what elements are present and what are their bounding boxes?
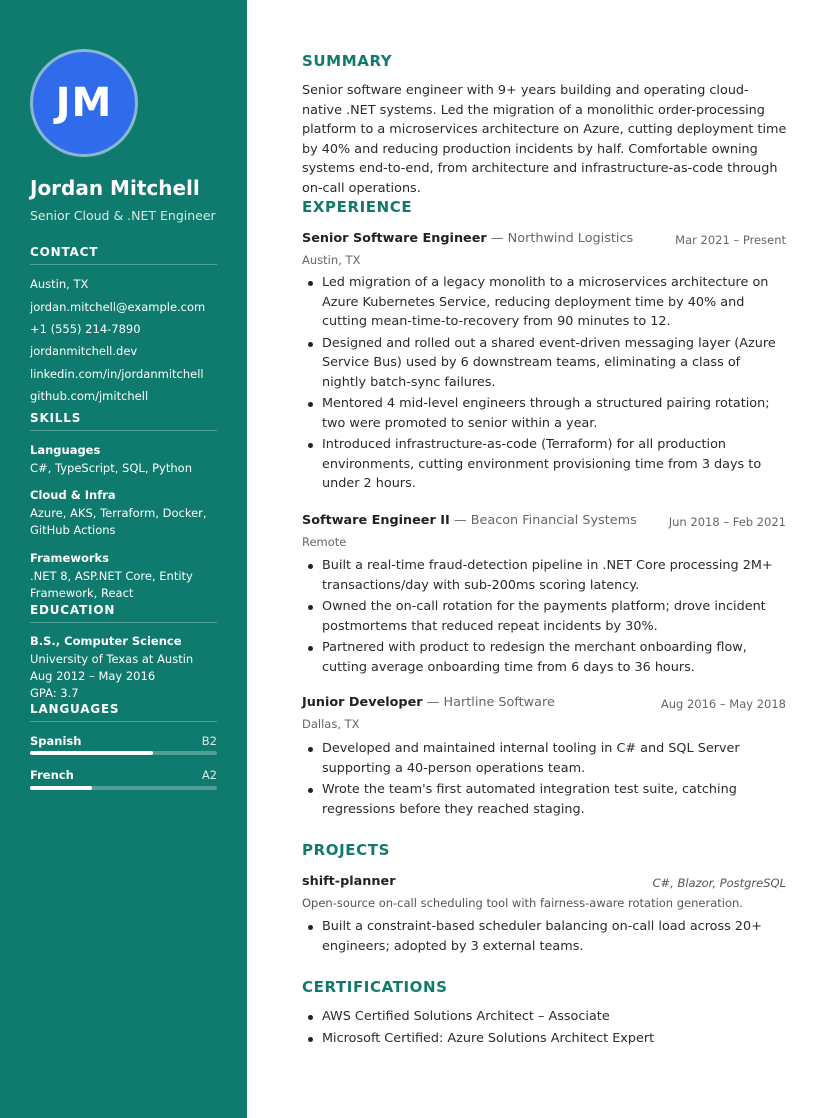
list-item: Microsoft Certified: Azure Solutions Architect Expert bbox=[302, 1029, 788, 1049]
skill-group-title: Frameworks bbox=[30, 551, 110, 565]
skill-group-items: .NET 8, ASP.NET Core, Entity Framework, React bbox=[30, 569, 193, 600]
language-level: A2 bbox=[201, 768, 217, 782]
job-title-line: Software Engineer II — Beacon Financial Systems bbox=[302, 513, 637, 528]
projects-heading: PROJECTS bbox=[302, 841, 390, 859]
skill-group-title: Languages bbox=[30, 443, 101, 457]
project-description: Open-source on-call scheduling tool with fairness-aware rotation generation. bbox=[302, 896, 743, 910]
list-item: Built a real-time fraud-detection pipeline in .NET Core processing 2M+ transactions/day with sub-200ms scoring latency. bbox=[302, 556, 788, 595]
summary-text: Senior software engineer with 9+ years building and operating cloud-native .NET systems. Led the migration of a monolithic order-processing platform to a microservices architecture on Azure, cutting deployment time by 40% and reducing production incidents by half. Comfortable owning systems end-to-end, from architecture and infrastructure-as-code through on-call operations. bbox=[302, 83, 787, 196]
list-item: AWS Certified Solutions Architect – Associate bbox=[302, 1007, 788, 1027]
project-bullets bbox=[302, 917, 788, 958]
job-dates: Aug 2016 – May 2018 bbox=[660, 697, 786, 711]
list-item: Owned the on-call rotation for the payments platform; drove incident postmortems that reduced repeat incidents by 30%. bbox=[302, 597, 788, 636]
list-item: Developed and maintained internal tooling in C# and SQL Server supporting a 40-person operations team. bbox=[302, 739, 788, 778]
contact-website[interactable]: jordanmitchell.dev bbox=[30, 344, 138, 358]
job-title: Senior Software Engineer bbox=[302, 231, 487, 246]
job-title-line: Junior Developer — Hartline Software bbox=[302, 695, 555, 710]
job-dates: Jun 2018 – Feb 2021 bbox=[668, 515, 786, 529]
job-location: Austin, TX bbox=[302, 253, 361, 267]
language-name: Spanish bbox=[30, 734, 82, 748]
certifications-heading: CERTIFICATIONS bbox=[302, 978, 448, 996]
contact-email[interactable]: jordan.mitchell@example.com bbox=[30, 300, 206, 314]
education-school: University of Texas at Austin bbox=[30, 652, 194, 666]
experience-heading: EXPERIENCE bbox=[302, 198, 413, 216]
education-heading: EDUCATION bbox=[30, 603, 217, 623]
job-title: Software Engineer II bbox=[302, 513, 450, 528]
job-title: Junior Developer bbox=[302, 695, 423, 710]
contact-phone[interactable]: +1 (555) 214-7890 bbox=[30, 322, 141, 336]
list-item: Led migration of a legacy monolith to a microservices architecture on Azure Kubernetes Service, reducing deployment time by 40% and cutting mean-time-to-recovery from 90 minutes to 12. bbox=[302, 273, 788, 332]
certification-list bbox=[302, 1007, 788, 1050]
avatar-initials: JM bbox=[55, 80, 113, 126]
contact-github[interactable]: github.com/jmitchell bbox=[30, 389, 149, 403]
job-bullets bbox=[302, 273, 788, 496]
avatar bbox=[30, 49, 138, 157]
contact-location: Austin, TX bbox=[30, 277, 89, 291]
job-location: Remote bbox=[302, 535, 347, 549]
sidebar bbox=[0, 0, 247, 1118]
skill-group-title: Cloud & Infra bbox=[30, 488, 116, 502]
contact-heading: CONTACT bbox=[30, 245, 217, 265]
candidate-name: Jordan Mitchell bbox=[30, 176, 200, 200]
education-gpa: GPA: 3.7 bbox=[30, 686, 79, 700]
job-bullets bbox=[302, 739, 788, 821]
language-level: B2 bbox=[201, 734, 217, 748]
job-company: Northwind Logistics bbox=[507, 231, 634, 246]
candidate-role: Senior Cloud & .NET Engineer bbox=[30, 208, 216, 223]
list-item: Partnered with product to redesign the merchant onboarding flow, cutting average onboarding time from 6 days to 36 hours. bbox=[302, 638, 788, 677]
skills-heading: SKILLS bbox=[30, 411, 217, 431]
project-name: shift-planner bbox=[302, 874, 396, 889]
skill-group-items: C#, TypeScript, SQL, Python bbox=[30, 461, 192, 475]
language-bar-track bbox=[30, 786, 217, 790]
skill-group-items: Azure, AKS, Terraform, Docker, GitHub Actions bbox=[30, 506, 207, 537]
language-name: French bbox=[30, 768, 74, 782]
job-dates: Mar 2021 – Present bbox=[675, 233, 786, 247]
list-item: Mentored 4 mid-level engineers through a structured pairing rotation; two were promoted to senior within a year. bbox=[302, 394, 788, 433]
project-tech: C#, Blazor, PostgreSQL bbox=[652, 876, 786, 890]
job-bullets bbox=[302, 556, 788, 679]
education-dates: Aug 2012 – May 2016 bbox=[30, 669, 156, 683]
language-row bbox=[30, 734, 217, 748]
language-bar-fill bbox=[30, 751, 153, 755]
education-degree: B.S., Computer Science bbox=[30, 634, 182, 648]
list-item: Wrote the team's first automated integration test suite, catching regressions before they reached staging. bbox=[302, 780, 788, 819]
job-title-line: Senior Software Engineer — Northwind Logistics bbox=[302, 231, 634, 246]
languages-heading: LANGUAGES bbox=[30, 702, 217, 722]
language-row bbox=[30, 768, 217, 782]
language-bar-track bbox=[30, 751, 217, 755]
contact-linkedin[interactable]: linkedin.com/in/jordanmitchell bbox=[30, 367, 204, 381]
list-item: Designed and rolled out a shared event-driven messaging layer (Azure Service Bus) used by 6 downstream teams, eliminating a class of nightly batch-sync failures. bbox=[302, 334, 788, 393]
job-company: Hartline Software bbox=[443, 695, 555, 710]
list-item: Built a constraint-based scheduler balancing on-call load across 20+ engineers; adopted by 3 external teams. bbox=[302, 917, 788, 956]
summary-heading: SUMMARY bbox=[302, 52, 393, 70]
list-item: Introduced infrastructure-as-code (Terraform) for all production environments, cutting environment provisioning time from 3 days to under 2 hours. bbox=[302, 435, 788, 494]
job-location: Dallas, TX bbox=[302, 717, 360, 731]
language-bar-fill bbox=[30, 786, 92, 790]
job-company: Beacon Financial Systems bbox=[470, 513, 637, 528]
